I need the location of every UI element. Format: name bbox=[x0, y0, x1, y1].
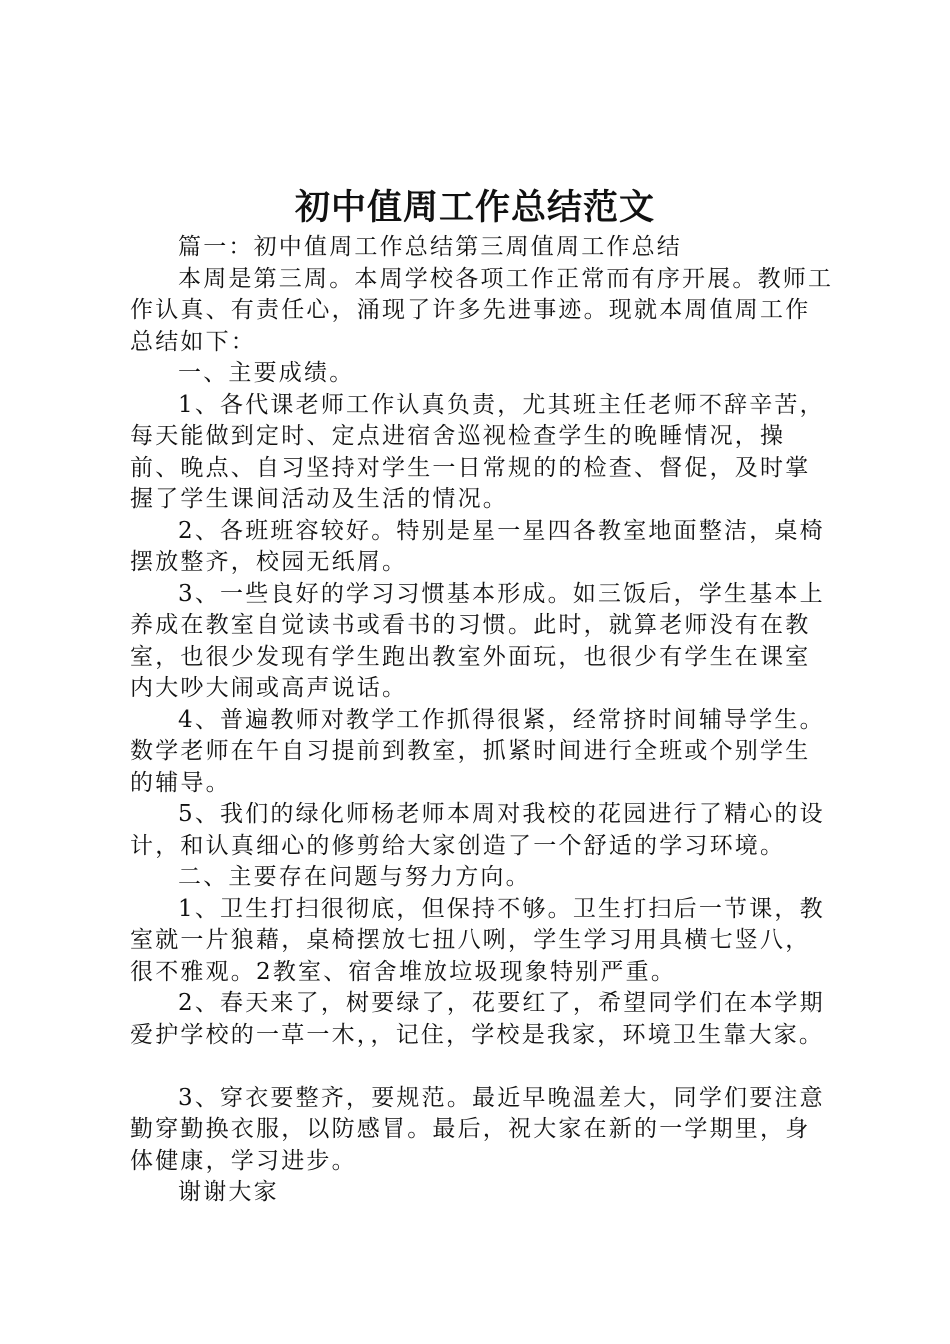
intro-paragraph: 本周是第三周。本周学校各项工作正常而有序开展。教师工作认真、有责任心，涌现了许多先进事迹。现就本周值周工作总结如下： bbox=[130, 265, 834, 355]
section-heading-part-one: 篇一：初中值周工作总结第三周值周工作总结 bbox=[178, 234, 682, 260]
section-heading-problems: 二、主要存在问题与努力方向。 bbox=[178, 864, 531, 890]
problem-item-1: 1、卫生打扫很彻底，但保持不够。卫生打扫后一节课，教室就一片狼藉，桌椅摆放七扭八咧，学生学习用具横七竖八，很不雅观。2教室、宿舍堆放垃圾现象特别严重。 bbox=[130, 895, 825, 985]
closing-thanks: 谢谢大家 bbox=[178, 1179, 279, 1205]
document-title: 初中值周工作总结范文 bbox=[294, 187, 655, 228]
section-heading-achievements: 一、主要成绩。 bbox=[178, 360, 355, 386]
problem-item-3: 3、穿衣要整齐，要规范。最近早晚温差大，同学们要注意勤穿勤换衣服，以防感冒。最后，祝大家在新的一学期里，身体健康，学习进步。 bbox=[130, 1084, 825, 1174]
document-body bbox=[130, 232, 835, 1209]
paragraph-spacer bbox=[130, 1051, 835, 1083]
achievement-item-1: 1、各代课老师工作认真负责，尤其班主任老师不辞辛苦，每天能做到定时、定点进宿舍巡视检查学生的晚睡情况，操前、晚点、自习坚持对学生一日常规的的检查、督促，及时掌握了学生课间活动及生活的情况。 bbox=[130, 391, 825, 512]
problem-item-2: 2、春天来了，树要绿了，花要红了，希望同学们在本学期爱护学校的一草一木，，记住，学校是我家，环境卫生靠大家。 bbox=[130, 990, 825, 1048]
achievement-item-2: 2、各班班容较好。特别是星一星四各教室地面整洁，桌椅摆放整齐，校园无纸屑。 bbox=[130, 517, 825, 575]
achievement-item-5: 5、我们的绿化师杨老师本周对我校的花园进行了精心的设计，和认真细心的修剪给大家创造了一个舒适的学习环境。 bbox=[130, 801, 825, 859]
achievement-item-4: 4、普遍教师对教学工作抓得很紧，经常挤时间辅导学生。数学老师在午自习提前到教室，抓紧时间进行全班或个别学生的辅导。 bbox=[130, 706, 825, 796]
achievement-item-3: 3、一些良好的学习习惯基本形成。如三饭后，学生基本上养成在教室自觉读书或看书的习惯。此时，就算老师没有在教室，也很少发现有学生跑出教室外面玩，也很少有学生在课室内大吵大闹或高声说话。 bbox=[130, 580, 825, 701]
